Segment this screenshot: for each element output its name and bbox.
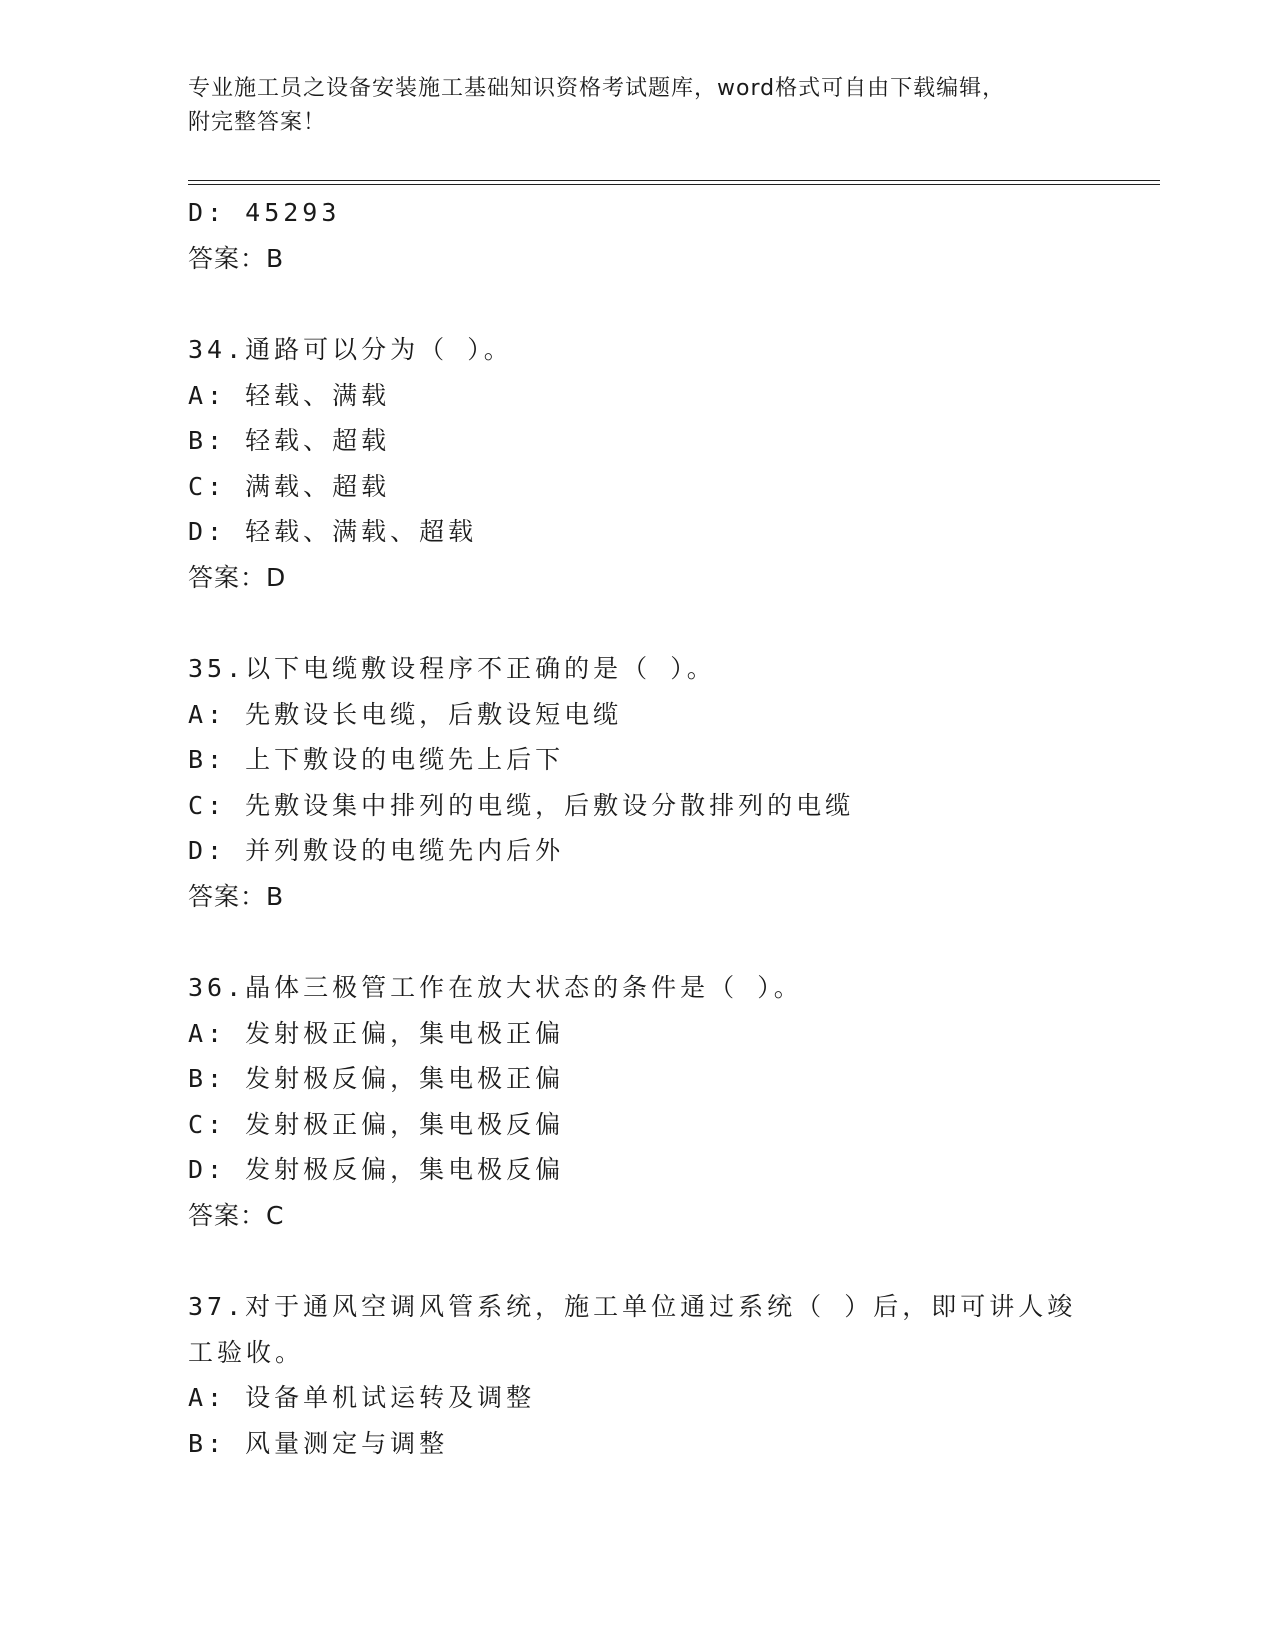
option-line: D: 轻载、满载、超载	[188, 517, 478, 546]
question-block	[188, 646, 1148, 919]
answer-line: 答案：D	[188, 562, 287, 592]
document-header	[188, 72, 1088, 140]
spacer	[188, 281, 1148, 327]
option-line: A: 先敷设长电缆，后敷设短电缆	[188, 699, 623, 729]
spacer	[188, 600, 1148, 646]
header-divider-bottom	[188, 184, 1160, 185]
answer-line: 答案：B	[188, 881, 285, 911]
option-line: A: 发射极正偏，集电极正偏	[188, 1018, 565, 1048]
question-stem: 35.以下电缆敷设程序不正确的是（ ）。	[188, 654, 716, 683]
option-line: B: 轻载、超载	[188, 426, 391, 455]
question-stem: 34.通路可以分为（ ）。	[188, 335, 513, 364]
option-line: B: 发射极反偏，集电极正偏	[188, 1064, 565, 1093]
option-line: A: 轻载、满载	[188, 380, 391, 410]
header-line-1: 专业施工员之设备安装施工基础知识资格考试题库，word格式可自由下载编辑，	[188, 76, 1006, 101]
answer-line: 答案：C	[188, 1200, 285, 1230]
question-stem-continued: 工验收。	[188, 1337, 305, 1367]
question-stem: 37.对于通风空调风管系统，施工单位通过系统（ ）后，即可讲人竣	[188, 1292, 1077, 1321]
question-block	[188, 965, 1148, 1238]
option-line: C: 先敷设集中排列的电缆，后敷设分散排列的电缆	[188, 790, 855, 820]
option-line: C: 发射极正偏，集电极反偏	[188, 1109, 565, 1139]
answer-line: 答案：B	[188, 243, 285, 273]
option-line: D: 45293	[188, 198, 341, 227]
question-list	[188, 190, 1148, 1466]
option-line: B: 风量测定与调整	[188, 1428, 449, 1458]
option-line: D: 并列敷设的电缆先内后外	[188, 836, 565, 865]
spacer	[188, 1238, 1148, 1284]
option-line: B: 上下敷设的电缆先上后下	[188, 745, 565, 774]
question-block	[188, 327, 1148, 600]
option-line: A: 设备单机试运转及调整	[188, 1383, 536, 1412]
option-line: D: 发射极反偏，集电极反偏	[188, 1155, 565, 1184]
question-block	[188, 1284, 1148, 1466]
question-stem: 36.晶体三极管工作在放大状态的条件是（ ）。	[188, 973, 803, 1002]
header-line-2: 附完整答案！	[188, 110, 327, 135]
header-divider-top	[188, 180, 1160, 181]
spacer	[188, 919, 1148, 965]
option-line: C: 满载、超载	[188, 471, 391, 501]
